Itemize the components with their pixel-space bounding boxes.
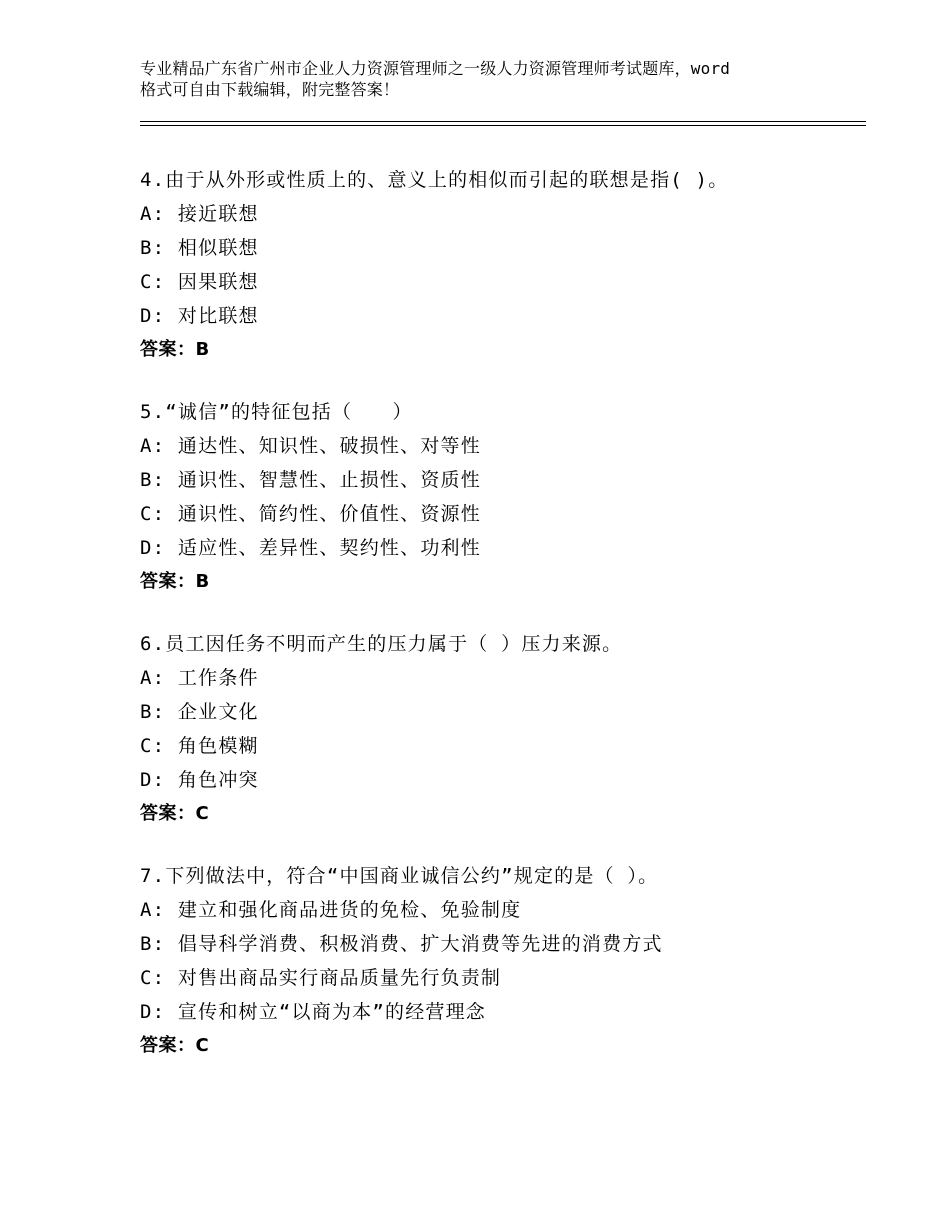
question-4: [140, 163, 860, 367]
option-d: D: 对比联想: [140, 305, 259, 327]
option-c: C: 角色模糊: [140, 735, 259, 757]
option-c: C: 对售出商品实行商品质量先行负责制: [140, 967, 502, 989]
question-stem: 6.员工因任务不明而产生的压力属于（ ）压力来源。: [140, 633, 623, 655]
option-b: B: 企业文化: [140, 701, 259, 723]
option-c: C: 因果联想: [140, 271, 259, 293]
question-stem: 5.“诚信”的特征包括（ ）: [140, 401, 413, 423]
option-b: B: 倡导科学消费、积极消费、扩大消费等先进的消费方式: [140, 933, 663, 955]
option-c: C: 通识性、简约性、价值性、资源性: [140, 503, 481, 525]
question-list: [140, 163, 860, 1091]
question-6: [140, 627, 860, 831]
header-divider-bottom: [140, 125, 866, 126]
header-line-2: 格式可自由下载编辑，附完整答案！: [140, 80, 400, 99]
option-a: A: 建立和强化商品进货的免检、免验制度: [140, 899, 522, 921]
option-a: A: 通达性、知识性、破损性、对等性: [140, 435, 481, 457]
option-b: B: 相似联想: [140, 237, 259, 259]
header-divider-top: [140, 121, 866, 122]
option-d: D: 适应性、差异性、契约性、功利性: [140, 537, 481, 559]
question-stem: 7.下列做法中，符合“中国商业诚信公约”规定的是（ ）。: [140, 865, 659, 887]
answer-label: 答案：C: [140, 803, 210, 824]
header-line-1: 专业精品广东省广州市企业人力资源管理师之一级人力资源管理师考试题库，word: [140, 59, 731, 78]
option-a: A: 工作条件: [140, 667, 259, 689]
option-a: A: 接近联想: [140, 203, 259, 225]
answer-label: 答案：B: [140, 571, 210, 592]
document-header: [140, 58, 830, 100]
option-b: B: 通识性、智慧性、止损性、资质性: [140, 469, 481, 491]
question-7: [140, 859, 860, 1063]
answer-label: 答案：C: [140, 1035, 210, 1056]
answer-label: 答案：B: [140, 339, 210, 360]
question-stem: 4.由于从外形或性质上的、意义上的相似而引起的联想是指( )。: [140, 169, 729, 191]
option-d: D: 角色冲突: [140, 769, 259, 791]
option-d: D: 宣传和树立“以商为本”的经营理念: [140, 1001, 486, 1023]
question-5: [140, 395, 860, 599]
